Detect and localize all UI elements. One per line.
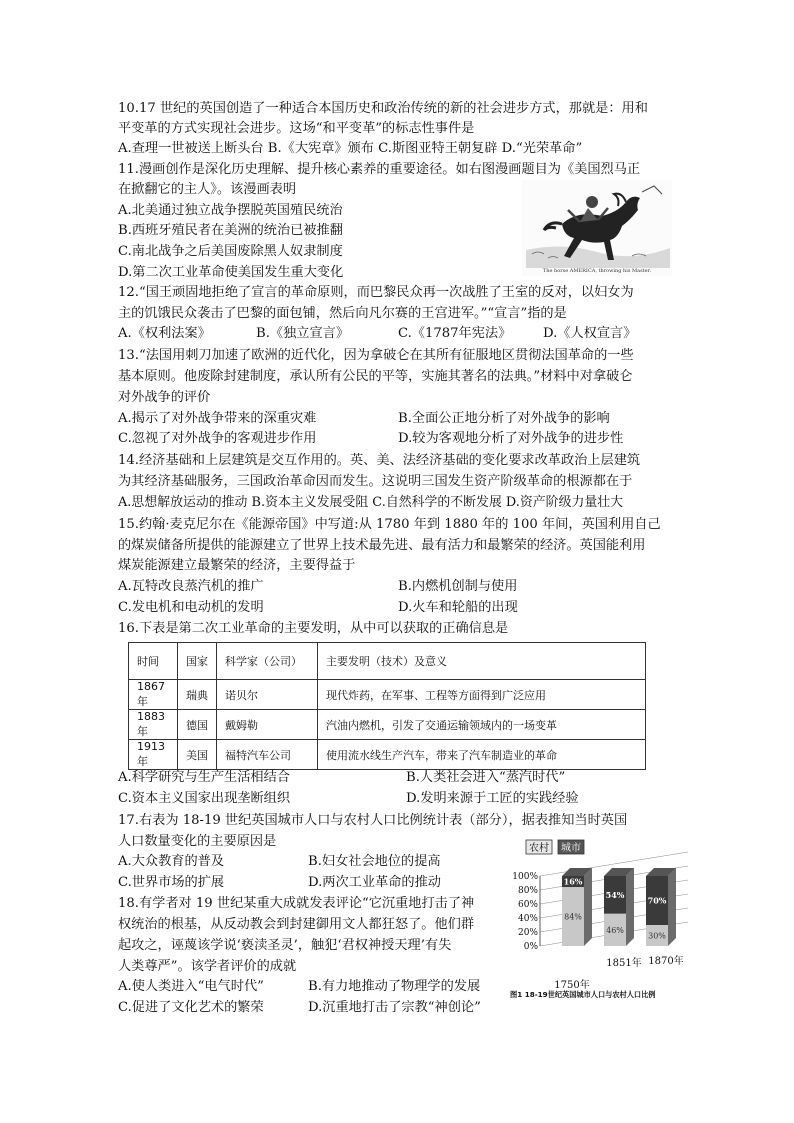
table-header-cell: 时间 [129, 643, 178, 680]
bar-side [626, 868, 634, 946]
q15-option-a: A.瓦特改良蒸汽机的推广 [118, 579, 264, 594]
table-cell: 福特汽车公司 [217, 740, 318, 770]
q18-option-a: A.使人类进入“电气时代” [118, 979, 264, 994]
table-cell: 汽油内燃机，引发了交通运输领域内的一场变革 [318, 710, 646, 740]
q18-option-c: C.促进了文化艺术的繁荣 [118, 1000, 264, 1015]
cartoon-caption: The horse AMERICA, throwing his Master. [542, 268, 652, 274]
bar-label-rural: 46% [606, 925, 624, 935]
q11-stem-line1: 11.漫画创作是深化历史理解、提升核心素养的重要途径。如右图漫画题目为《美国烈马正 [118, 162, 641, 177]
q11-option-b: B.西班牙殖民者在美洲的统治已被推翻 [118, 223, 343, 238]
bar-label-urban: 54% [605, 889, 625, 900]
table-cell: 瑞典 [178, 680, 217, 710]
q14-stem-line1: 14.经济基础和上层建筑是交互作用的。英、美、法经济基础的变化要求改革政治上层建筑 [118, 453, 641, 468]
inventions-table [128, 642, 646, 770]
table-cell: 美国 [178, 740, 217, 770]
x-category-label: 1750年 [554, 980, 590, 991]
q10-stem-line1: 10.17 世纪的英国创造了一种适合本国历史和政治传统的新的社会进步方式，那就是：用和 [118, 101, 648, 116]
q16-stem: 16.下表是第二次工业革命的主要发明，从中可以获取的正确信息是 [118, 621, 509, 636]
table-header-cell: 主要发明（技术）及意义 [318, 643, 646, 680]
bar-side [584, 868, 592, 946]
table-row [129, 740, 646, 770]
q15-option-c: C.发电机和电动机的发明 [118, 600, 264, 615]
table-cell: 现代炸药，在军事、工程等方面得到广泛应用 [318, 680, 646, 710]
q13-stem-line2: 基本原则。他废除封建制度，承认所有公民的平等，实施其著名的法典。”材料中对拿破仑 [118, 369, 633, 384]
table-cell: 德国 [178, 710, 217, 740]
table-header-cell: 国家 [178, 643, 217, 680]
q13-option-d: D.较为客观地分析了对外战争的进步性 [398, 431, 624, 446]
q13-stem-line1: 13.“法国用刺刀加速了欧洲的近代化，因为拿破仑在其所有征服地区贯彻法国革命的一些 [118, 348, 634, 363]
q13-stem-line3: 对外战争的评价 [118, 390, 211, 405]
q12-option-c: C.《1787年宪法》 [398, 326, 512, 341]
chart-caption: 图1 18-19世纪英国城市人口与农村人口比例 [510, 990, 656, 999]
table-cell: 1913 年 [129, 740, 178, 770]
q17-option-a: A.大众教育的普及 [118, 854, 225, 869]
q17-option-b: B.妇女社会地位的提高 [308, 854, 441, 869]
y-tick-label: 0% [523, 942, 538, 952]
q18-stem-line1: 18.有学者对 19 世纪某重大成就发表评论“它沉重地打击了神 [118, 896, 475, 911]
q11-option-c: C.南北战争之后美国废除黑人奴隶制度 [118, 244, 343, 259]
q10-stem-line2: 平变革的方式实现社会进步。这场“和平变革”的标志性事件是 [118, 121, 475, 136]
q13-option-c: C.忽视了对外战争的客观进步作用 [118, 431, 317, 446]
bar-label-urban: 16% [563, 876, 583, 887]
table-row [129, 710, 646, 740]
y-tick-label: 40% [517, 914, 538, 924]
q16-option-c: C.资本主义国家出现垄断组织 [118, 791, 291, 806]
table-cell: 1867 年 [129, 680, 178, 710]
q15-stem-line2: 的煤炭储备所提供的能源建立了世界上技术最先进、最有活力和最繁荣的经济。英国能利用 [118, 538, 646, 553]
bar-label-rural: 84% [564, 912, 582, 922]
y-tick-label: 100% [512, 872, 538, 882]
q13-option-b: B.全面公正地分析了对外战争的影响 [398, 411, 610, 426]
y-tick-label: 20% [517, 928, 538, 938]
q11-option-a: A.北美通过独立战争摆脱英国殖民统治 [118, 203, 343, 218]
q17-option-d: D.两次工业革命的推动 [308, 875, 441, 890]
q15-stem-line1: 15.约翰·麦克尼尔在《能源帝国》中写道:从 1780 年到 1880 年的 100 年间，英国利用自己 [118, 517, 661, 532]
q11-option-d: D.第二次工业革命使美国发生重大变化 [118, 265, 344, 280]
bar-side [668, 868, 676, 946]
q14-stem-line2: 为其经济基础服务，三国政治革命因而发生。这说明三国发生资产阶级革命的根源都在于 [118, 474, 633, 489]
q12-stem-line2: 主的饥饿民众袭击了巴黎的面包铺，然后向凡尔赛的王宫进军。”“宣言”指的是 [118, 306, 567, 321]
horse-cartoon-image [522, 180, 672, 276]
x-category-label: 1851年 [606, 958, 642, 969]
q16-option-d: D.发明来源于工匠的实践经验 [406, 791, 579, 806]
y-tick-label: 60% [517, 900, 538, 910]
q16-option-b: B.人类社会进入“蒸汽时代” [406, 770, 566, 785]
table-row [129, 680, 646, 710]
q16-option-a: A.科学研究与生产生活相结合 [118, 770, 290, 785]
table-cell: 戴姆勒 [217, 710, 318, 740]
q18-option-d: D.沉重地打击了宗教“神创论” [308, 1000, 481, 1015]
q12-option-a: A.《权利法案》 [118, 326, 211, 341]
q17-option-c: C.世界市场的扩展 [118, 875, 225, 890]
q11-stem-line2: 在掀翻它的主人》。该漫画表明 [118, 182, 297, 197]
q13-option-a: A.揭示了对外战争带来的深重灾难 [118, 411, 317, 426]
q10-options: A.查理一世被送上断头台 B.《大宪章》颁布 C.斯图亚特王朝复辟 D.“光荣革命” [118, 141, 583, 156]
q18-option-b: B.有力地推动了物理学的发展 [308, 979, 481, 994]
table-cell: 诺贝尔 [217, 680, 318, 710]
legend-label: 城市 [561, 843, 581, 854]
q17-stem-line2: 人口数量变化的主要原因是 [118, 834, 277, 849]
q12-stem-line1: 12.“国王顽固地拒绝了宣言的革命原则，而巴黎民众再一次战胜了王室的反对，以妇女为 [118, 285, 634, 300]
legend-label: 农村 [529, 843, 549, 854]
q18-stem-line3: 起攻之，诬蔑该学说‘亵渎圣灵’，触犯‘君权神授天理’有失 [118, 938, 452, 953]
q12-option-d: D.《人权宣言》 [543, 326, 637, 341]
population-ratio-chart [508, 838, 698, 1008]
bar-label-rural: 30% [648, 931, 666, 941]
table-cell: 使用流水线生产汽车，带来了汽车制造业的革命 [318, 740, 646, 770]
q12-option-b: B.《独立宣言》 [256, 326, 350, 341]
q15-stem-line3: 煤炭能源建立最繁荣的经济，主要得益于 [118, 558, 356, 573]
bar-label-urban: 70% [647, 895, 667, 906]
q18-stem-line2: 权统治的根基，从反动教会到封建御用文人都狂怒了。他们群 [118, 917, 475, 932]
q15-option-d: D.火车和轮船的出现 [398, 600, 518, 615]
table-header-cell: 科学家（公司） [217, 643, 318, 680]
y-tick-label: 80% [517, 886, 538, 896]
q14-options: A.思想解放运动的推动 B.资本主义发展受阻 C.自然科学的不断发展 D.资产阶级力量壮大 [118, 495, 624, 510]
q18-stem-line4: 人类尊严”。该学者评价的成就 [118, 959, 297, 974]
table-header-row [129, 643, 646, 680]
q15-option-b: B.内燃机创制与使用 [398, 579, 518, 594]
q17-stem-line1: 17.右表为 18-19 世纪英国城市人口与农村人口比例统计表（部分），据表推知当时英国 [118, 813, 628, 828]
x-category-label: 1870年 [648, 956, 684, 967]
table-cell: 1883 年 [129, 710, 178, 740]
